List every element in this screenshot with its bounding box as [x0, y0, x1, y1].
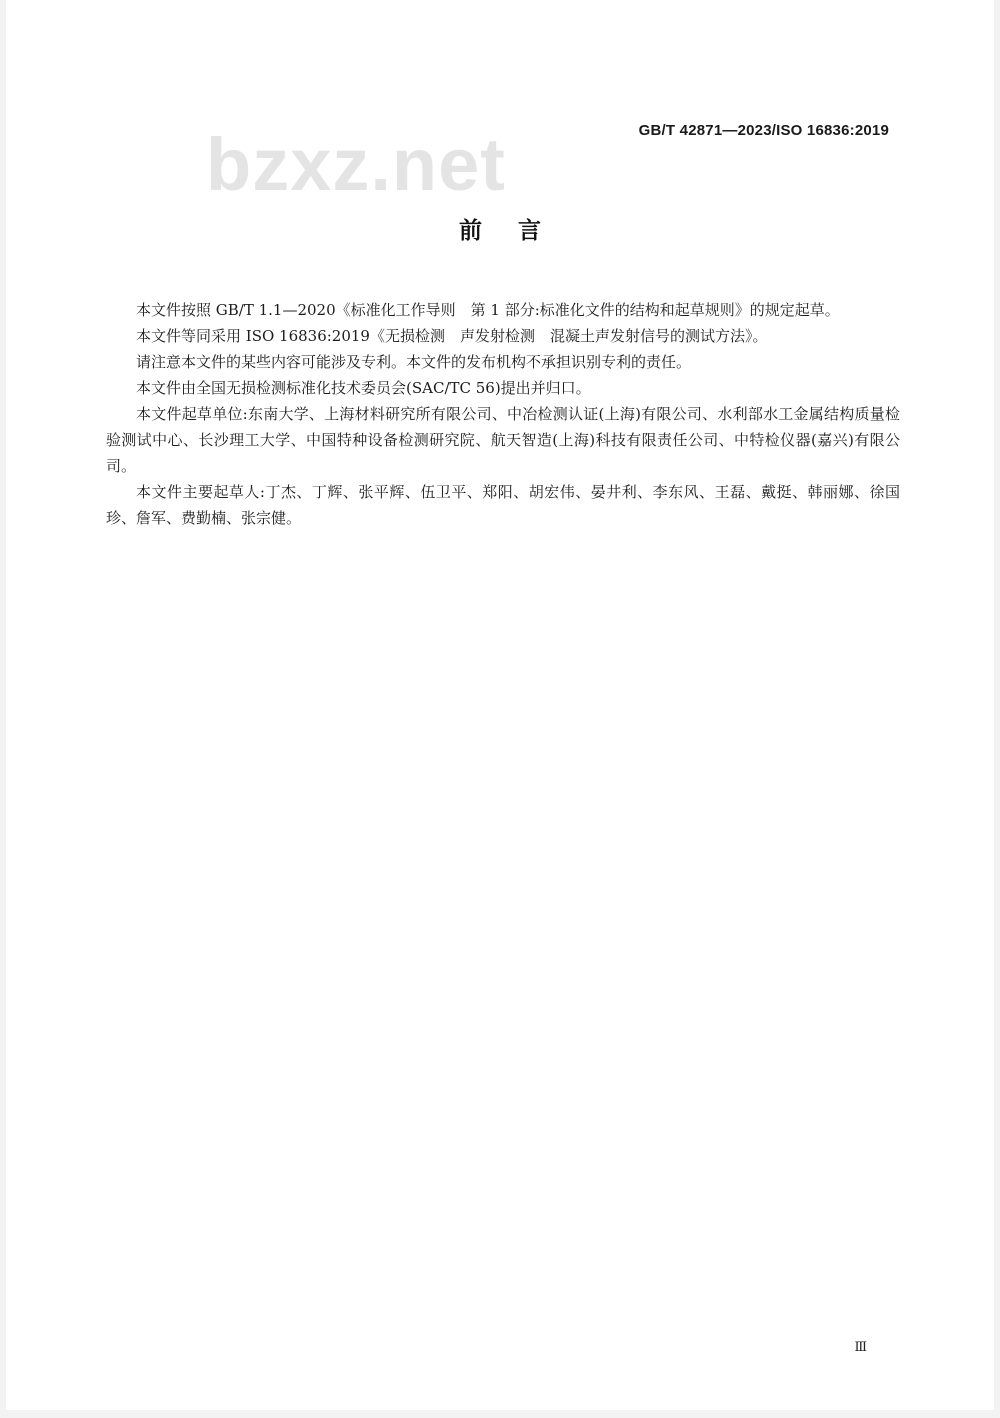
- document-code: GB/T 42871—2023/ISO 16836:2019: [638, 122, 889, 139]
- paragraph-drafting-rules: 本文件按照 GB/T 1.1—2020《标准化工作导则 第 1 部分:标准化文件的结构和起草规则》的规定起草。: [136, 301, 840, 319]
- page-number: Ⅲ: [854, 1340, 867, 1355]
- document-page: [6, 0, 994, 1410]
- paragraph-drafting-units: 本文件起草单位:东南大学、上海材料研究所有限公司、中冶检测认证(上海)有限公司、水利部水工金属结构质量检验测试中心、长沙理工大学、中国特种设备检测研究院、航天智造(上海)科技有限责任公司、中特检仪器(嘉兴)有限公司。: [106, 405, 900, 475]
- paragraph-patent-notice: 请注意本文件的某些内容可能涉及专利。本文件的发布机构不承担识别专利的责任。: [136, 353, 692, 371]
- paragraph-committee: 本文件由全国无损检测标准化技术委员会(SAC/TC 56)提出并归口。: [136, 379, 591, 397]
- foreword-body: [106, 297, 900, 531]
- paragraph-iso-adoption: 本文件等同采用 ISO 16836:2019《无损检测 声发射检测 混凝土声发射信号的测试方法》。: [136, 327, 768, 345]
- page-title: 前言: [459, 218, 577, 244]
- watermark: bzxz.net: [206, 123, 506, 206]
- paragraph-drafters: 本文件主要起草人:丁杰、丁辉、张平辉、伍卫平、郑阳、胡宏伟、晏井利、李东风、王磊、戴挺、韩丽娜、徐国珍、詹军、费勤楠、张宗健。: [106, 483, 900, 527]
